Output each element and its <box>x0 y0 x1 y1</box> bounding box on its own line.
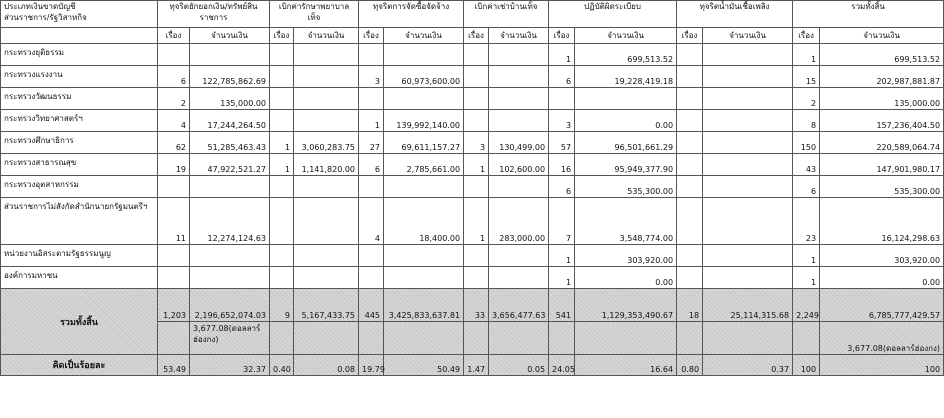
count-header: เรื่อง <box>270 28 294 44</box>
group-header-medical: เบิกค่ารักษาพยาบาลเท็จ <box>270 1 359 28</box>
count-cell: 3 <box>464 132 489 154</box>
amount-cell <box>384 44 464 66</box>
amount-cell <box>703 245 793 267</box>
amount-cell <box>294 44 359 66</box>
count-cell: 1 <box>270 132 294 154</box>
amount-cell <box>703 198 793 245</box>
count-cell: 3 <box>549 110 575 132</box>
count-cell: 15 <box>793 66 820 88</box>
percent-label: คิดเป็นร้อยละ <box>1 355 158 376</box>
amount-cell <box>294 198 359 245</box>
table-row <box>1 267 944 289</box>
total-count-cell: 541 <box>549 289 575 322</box>
percent-count-cell: 19.79 <box>359 355 384 376</box>
amount-cell <box>190 176 270 198</box>
count-cell <box>270 267 294 289</box>
count-cell <box>677 132 703 154</box>
subheader-blank <box>1 28 158 44</box>
amount-cell <box>384 88 464 110</box>
count-cell: 1 <box>549 245 575 267</box>
amount-cell <box>489 267 549 289</box>
total-amount-cell: 3,425,833,637.81 <box>384 289 464 322</box>
amount-cell <box>190 44 270 66</box>
amount-cell: 0.00 <box>820 267 944 289</box>
count-cell <box>464 66 489 88</box>
count-cell: 1 <box>793 267 820 289</box>
count-cell <box>677 110 703 132</box>
count-cell <box>464 88 489 110</box>
amount-cell <box>294 110 359 132</box>
table-row <box>1 132 944 154</box>
count-cell: 1 <box>270 154 294 176</box>
percent-row <box>1 355 944 376</box>
amount-cell: 122,785,862.69 <box>190 66 270 88</box>
count-cell <box>464 245 489 267</box>
count-cell <box>359 176 384 198</box>
count-cell: 11 <box>158 198 190 245</box>
agency-name: กระทรวงอุตสาหกรรม <box>1 176 158 198</box>
count-header: เรื่อง <box>549 28 575 44</box>
empty-cell <box>158 322 190 355</box>
percent-count-cell: 53.49 <box>158 355 190 376</box>
count-cell: 6 <box>359 154 384 176</box>
amount-cell <box>703 110 793 132</box>
table-row <box>1 245 944 267</box>
agency-name: กระทรวงวิทยาศาสตร์ฯ <box>1 110 158 132</box>
percent-count-cell: 100 <box>793 355 820 376</box>
empty-cell <box>270 322 294 355</box>
amount-cell <box>384 245 464 267</box>
amount-header: จำนวนเงิน <box>575 28 677 44</box>
amount-cell <box>703 154 793 176</box>
amount-cell: 19,228,419.18 <box>575 66 677 88</box>
group-header-total: รวมทั้งสิ้น <box>793 1 944 28</box>
count-cell <box>359 44 384 66</box>
amount-cell <box>575 88 677 110</box>
amount-cell: 202,987,881.87 <box>820 66 944 88</box>
total-row <box>1 289 944 322</box>
amount-cell: 96,501,661.29 <box>575 132 677 154</box>
amount-cell: 102,600.00 <box>489 154 549 176</box>
count-cell: 1 <box>549 267 575 289</box>
agency-name: กระทรวงศึกษาธิการ <box>1 132 158 154</box>
percent-count-cell: 24.05 <box>549 355 575 376</box>
count-cell <box>677 176 703 198</box>
amount-cell: 51,285,463.43 <box>190 132 270 154</box>
amount-cell: 69,611,157.27 <box>384 132 464 154</box>
agency-name: กระทรวงยุติธรรม <box>1 44 158 66</box>
agency-name: หน่วยงานอิสระตามรัฐธรรมนูญ <box>1 245 158 267</box>
count-cell: 16 <box>549 154 575 176</box>
amount-cell: 0.00 <box>575 267 677 289</box>
count-cell: 1 <box>793 245 820 267</box>
agency-name: กระทรวงแรงงาน <box>1 66 158 88</box>
count-cell <box>464 176 489 198</box>
amount-cell: 283,000.00 <box>489 198 549 245</box>
count-cell <box>464 267 489 289</box>
count-cell: 4 <box>359 198 384 245</box>
amount-cell: 303,920.00 <box>820 245 944 267</box>
total-count-cell: 2,249 <box>793 289 820 322</box>
amount-cell <box>294 176 359 198</box>
total-amount-cell: 3,656,477.63 <box>489 289 549 322</box>
count-header: เรื่อง <box>158 28 190 44</box>
count-cell <box>677 154 703 176</box>
agency-name: องค์การมหาชน <box>1 267 158 289</box>
count-cell: 27 <box>359 132 384 154</box>
amount-cell: 699,513.52 <box>820 44 944 66</box>
count-cell: 2 <box>793 88 820 110</box>
count-cell: 1 <box>359 110 384 132</box>
type-header-label: ประเภทเงินขาดบัญชี <box>4 2 76 11</box>
amount-cell: 699,513.52 <box>575 44 677 66</box>
percent-count-cell: 1.47 <box>464 355 489 376</box>
count-cell <box>270 88 294 110</box>
total-count-cell: 445 <box>359 289 384 322</box>
amount-cell <box>703 44 793 66</box>
count-cell <box>549 88 575 110</box>
amount-cell: 135,000.00 <box>190 88 270 110</box>
amount-cell: 16,124,298.63 <box>820 198 944 245</box>
count-cell <box>270 66 294 88</box>
count-cell: 6 <box>549 66 575 88</box>
count-cell: 6 <box>793 176 820 198</box>
amount-cell: 2,785,661.00 <box>384 154 464 176</box>
total-label: รวมทั้งสิ้น <box>1 289 158 355</box>
percent-count-cell: 0.80 <box>677 355 703 376</box>
amount-cell: 47,922,521.27 <box>190 154 270 176</box>
agency-name: กระทรวงสาธารณสุข <box>1 154 158 176</box>
count-cell: 2 <box>158 88 190 110</box>
amount-cell <box>489 66 549 88</box>
count-cell <box>677 88 703 110</box>
count-cell <box>270 44 294 66</box>
count-cell: 1 <box>464 154 489 176</box>
amount-cell: 17,244,264.50 <box>190 110 270 132</box>
total-amount-cell: 25,114,315.68 <box>703 289 793 322</box>
table-row <box>1 176 944 198</box>
count-cell <box>677 66 703 88</box>
group-header-irregular: ปฏิบัติผิดระเบียบ <box>549 1 677 28</box>
count-cell: 6 <box>158 66 190 88</box>
amount-cell <box>489 245 549 267</box>
amount-cell <box>703 132 793 154</box>
percent-amount-cell: 100 <box>820 355 944 376</box>
amount-cell: 535,300.00 <box>575 176 677 198</box>
table-row <box>1 110 944 132</box>
count-cell <box>677 44 703 66</box>
count-cell: 62 <box>158 132 190 154</box>
amount-cell <box>703 267 793 289</box>
count-header: เรื่อง <box>677 28 703 44</box>
empty-cell <box>384 322 464 355</box>
count-cell <box>158 44 190 66</box>
amount-cell: 303,920.00 <box>575 245 677 267</box>
count-cell <box>158 267 190 289</box>
count-cell <box>270 110 294 132</box>
amount-cell <box>190 245 270 267</box>
amount-cell: 12,274,124.63 <box>190 198 270 245</box>
amount-header: จำนวนเงิน <box>190 28 270 44</box>
amount-cell <box>294 66 359 88</box>
amount-header: จำนวนเงิน <box>384 28 464 44</box>
type-header <box>1 1 158 28</box>
total-amount-cell: 2,196,652,074.03 <box>190 289 270 322</box>
empty-cell <box>359 322 384 355</box>
count-header: เรื่อง <box>793 28 820 44</box>
percent-amount-cell: 50.49 <box>384 355 464 376</box>
amount-cell <box>384 176 464 198</box>
amount-cell <box>294 245 359 267</box>
count-header: เรื่อง <box>359 28 384 44</box>
total-count-cell: 9 <box>270 289 294 322</box>
percent-amount-cell: 32.37 <box>190 355 270 376</box>
count-cell <box>677 198 703 245</box>
total-note-hkd-sum: 3,677.08(ดอลลาร์ฮ่องกง) <box>820 322 944 355</box>
amount-cell <box>190 267 270 289</box>
count-cell <box>158 176 190 198</box>
count-header: เรื่อง <box>464 28 489 44</box>
amount-cell <box>489 176 549 198</box>
table-row <box>1 88 944 110</box>
count-cell: 7 <box>549 198 575 245</box>
amount-header: จำนวนเงิน <box>294 28 359 44</box>
count-cell <box>158 245 190 267</box>
count-cell <box>359 267 384 289</box>
agency-name: กระทรวงวัฒนธรรม <box>1 88 158 110</box>
agency-name: ส่วนราชการไม่สังกัดสำนักนายกรัฐมนตรีฯ <box>1 198 158 245</box>
total-count-cell: 18 <box>677 289 703 322</box>
total-count-cell: 1,203 <box>158 289 190 322</box>
count-cell: 43 <box>793 154 820 176</box>
amount-cell: 130,499.00 <box>489 132 549 154</box>
amount-cell <box>384 267 464 289</box>
count-cell <box>677 245 703 267</box>
count-cell <box>677 267 703 289</box>
amount-cell: 139,992,140.00 <box>384 110 464 132</box>
empty-cell <box>703 322 793 355</box>
group-header-rent: เบิกค่าเช่าบ้านเท็จ <box>464 1 549 28</box>
count-cell: 1 <box>793 44 820 66</box>
amount-cell: 535,300.00 <box>820 176 944 198</box>
count-cell: 3 <box>359 66 384 88</box>
amount-cell <box>294 267 359 289</box>
table-row <box>1 154 944 176</box>
count-cell: 150 <box>793 132 820 154</box>
percent-count-cell: 0.40 <box>270 355 294 376</box>
amount-cell <box>294 88 359 110</box>
amount-cell: 1,141,820.00 <box>294 154 359 176</box>
amount-cell <box>489 88 549 110</box>
count-cell <box>464 110 489 132</box>
amount-cell <box>703 88 793 110</box>
amount-cell <box>703 176 793 198</box>
amount-cell: 3,548,774.00 <box>575 198 677 245</box>
count-cell: 8 <box>793 110 820 132</box>
total-count-cell: 33 <box>464 289 489 322</box>
amount-cell: 135,000.00 <box>820 88 944 110</box>
count-cell <box>270 176 294 198</box>
count-cell <box>464 44 489 66</box>
amount-cell: 157,236,404.50 <box>820 110 944 132</box>
amount-cell: 0.00 <box>575 110 677 132</box>
group-header-procurement: ทุจริตการจัดซื้อจัดจ้าง <box>359 1 464 28</box>
count-cell: 4 <box>158 110 190 132</box>
table-row <box>1 198 944 245</box>
count-cell <box>270 198 294 245</box>
empty-cell <box>793 322 820 355</box>
percent-amount-cell: 0.37 <box>703 355 793 376</box>
agency-header-label: ส่วนราชการ/รัฐวิสาหกิจ <box>4 13 87 22</box>
amount-cell: 3,060,283.75 <box>294 132 359 154</box>
count-cell: 1 <box>464 198 489 245</box>
group-header-fuel: ทุจริตน้ำมันเชื้อเพลิง <box>677 1 793 28</box>
amount-cell <box>489 110 549 132</box>
total-amount-cell: 5,167,433.75 <box>294 289 359 322</box>
amount-cell <box>703 66 793 88</box>
amount-cell: 147,901,980.17 <box>820 154 944 176</box>
count-cell: 57 <box>549 132 575 154</box>
total-amount-cell: 6,785,777,429.57 <box>820 289 944 322</box>
amount-cell: 18,400.00 <box>384 198 464 245</box>
count-cell <box>359 88 384 110</box>
table-row <box>1 66 944 88</box>
amount-header: จำนวนเงิน <box>489 28 549 44</box>
percent-amount-cell: 0.08 <box>294 355 359 376</box>
amount-header: จำนวนเงิน <box>820 28 944 44</box>
empty-cell <box>549 322 575 355</box>
empty-cell <box>464 322 489 355</box>
amount-cell: 220,589,064.74 <box>820 132 944 154</box>
count-cell: 1 <box>549 44 575 66</box>
empty-cell <box>575 322 677 355</box>
empty-cell <box>489 322 549 355</box>
amount-header: จำนวนเงิน <box>703 28 793 44</box>
table-row <box>1 44 944 66</box>
amount-cell <box>489 44 549 66</box>
amount-cell: 60,973,600.00 <box>384 66 464 88</box>
total-amount-cell: 1,129,353,490.67 <box>575 289 677 322</box>
percent-amount-cell: 0.05 <box>489 355 549 376</box>
count-cell <box>359 245 384 267</box>
percent-amount-cell: 16.64 <box>575 355 677 376</box>
total-note-hkd: 3,677.08(ดอลลาร์ฮ่องกง) <box>190 322 270 355</box>
count-cell <box>270 245 294 267</box>
empty-cell <box>294 322 359 355</box>
group-header-embezzlement: ทุจริตยักยอกเงิน/ทรัพย์สินราชการ <box>158 1 270 28</box>
count-cell: 6 <box>549 176 575 198</box>
empty-cell <box>677 322 703 355</box>
count-cell: 23 <box>793 198 820 245</box>
amount-cell: 95,949,377.90 <box>575 154 677 176</box>
count-cell: 19 <box>158 154 190 176</box>
